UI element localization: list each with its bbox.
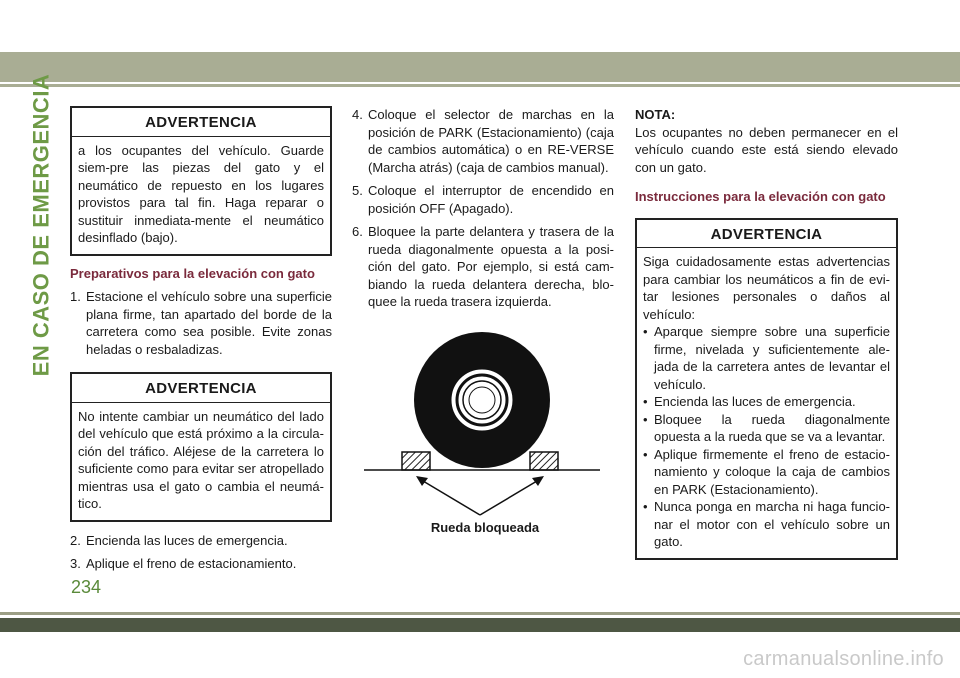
warning-box-1 [70,106,332,256]
step-number: 2. [70,532,81,548]
header-band [0,52,960,82]
column-2 [352,106,614,317]
warning-body: a los ocupantes del vehículo. Guarde siem-pre las piezas del gato y el neumático de repuesto en los lugares provistos para tal fin. Haga reparar o sustituir inmediata-mente el neumático desinflado (bajo). [78,142,324,245]
footer-band [0,618,960,632]
section-heading: Preparativos para la elevación con gato [70,265,315,281]
list-item: • Encienda las luces de emergencia. [643,394,856,409]
note-label: NOTA: [635,107,676,122]
rim-outer [451,369,513,431]
note-text: Los ocupantes no deben permanecer en el vehículo cuando este está siendo elevado con un gato. [635,124,898,175]
step-6 [352,223,614,311]
list-item: • Nunca ponga en marcha ni haga funcio-nar el motor con el vehículo sobre un gato. [643,499,890,549]
step-4 [352,106,614,176]
step-number: 5. [352,183,363,198]
arrow-right [480,478,542,515]
warning-body [637,248,896,558]
column-1 [70,106,332,579]
step-number: 4. [352,107,363,122]
step-1 [70,288,332,358]
step-number: 1. [70,289,81,304]
wheel-chock-right [530,452,558,470]
warning-bullets [643,323,890,551]
list-item: • Bloquee la rueda diagonalmente opuesta a la rueda que se va a levantar. [643,411,890,444]
footer-rule [0,612,960,615]
step-text: Coloque el interruptor de encendido en posición OFF (Apagado). [368,183,614,216]
section-tab-label: EN CASO DE EMERGENCIA [28,73,53,377]
warning-title: ADVERTENCIA [72,374,330,403]
page-number: 234 [71,577,102,597]
warning-box-3 [635,218,898,560]
step-5 [352,182,614,217]
warning-body: No intente cambiar un neumático del lado del vehículo que está próximo a la circula-ción del tráfico. Aléjese de la carretera lo suficiente como para evitar ser atropellado mientras usa el gato o cambia el neumá-tico. [78,408,324,511]
step-text: Encienda las luces de emergencia. [86,532,288,548]
warning-box-2 [70,372,332,522]
step-text: Bloquee la parte delantera y trasera de la rueda diagonalmente opuesta a la posi-ción del gato. Por ejemplo, si está cam-biando la rueda delantera derecha, blo-quee la rueda trasera izquierda. [368,224,614,309]
blocked-wheel-diagram [360,330,610,535]
step-3 [70,555,332,573]
header-rule [0,84,960,87]
warning-title: ADVERTENCIA [637,220,896,249]
step-text: Estacione el vehículo sobre una superficie plana firme, tan apartado del borde de la carretera como sea posible. Evite zonas heladas o resbaladizas. [86,289,332,357]
wheel-illustration [360,330,610,520]
warning-intro: Siga cuidadosamente estas advertencias para cambiar los neumáticos a fin de evi-tar lesiones personales o daños al vehículo: [643,254,890,322]
wheel-chock-left [402,452,430,470]
watermark: carmanualsonline.info [743,648,944,670]
step-number: 3. [70,556,81,571]
warning-title: ADVERTENCIA [72,108,330,137]
list-item: • Aparque siempre sobre una superficie firme, nivelada y suficientemente ale-jada de la carretera antes de levantar el vehículo. [643,324,890,392]
step-text: Coloque el selector de marchas en la posición de PARK (Estacionamiento) (caja de cambios automática) o en RE-VERSE (Marcha atrás) (caja de cambios manual). [368,107,614,175]
section-heading: Instrucciones para la elevación con gato [635,189,886,204]
list-item: • Aplique firmemente el freno de estacio-namiento y coloque la caja de cambios en PARK (Estacionamiento). [643,446,890,497]
section-tab [24,73,58,377]
step-number: 6. [352,224,363,239]
step-2 [70,532,332,550]
arrow-left [418,478,480,515]
diagram-caption: Rueda bloqueada [430,520,540,535]
step-text: Aplique el freno de estacionamiento. [86,556,297,571]
column-3 [635,106,898,560]
